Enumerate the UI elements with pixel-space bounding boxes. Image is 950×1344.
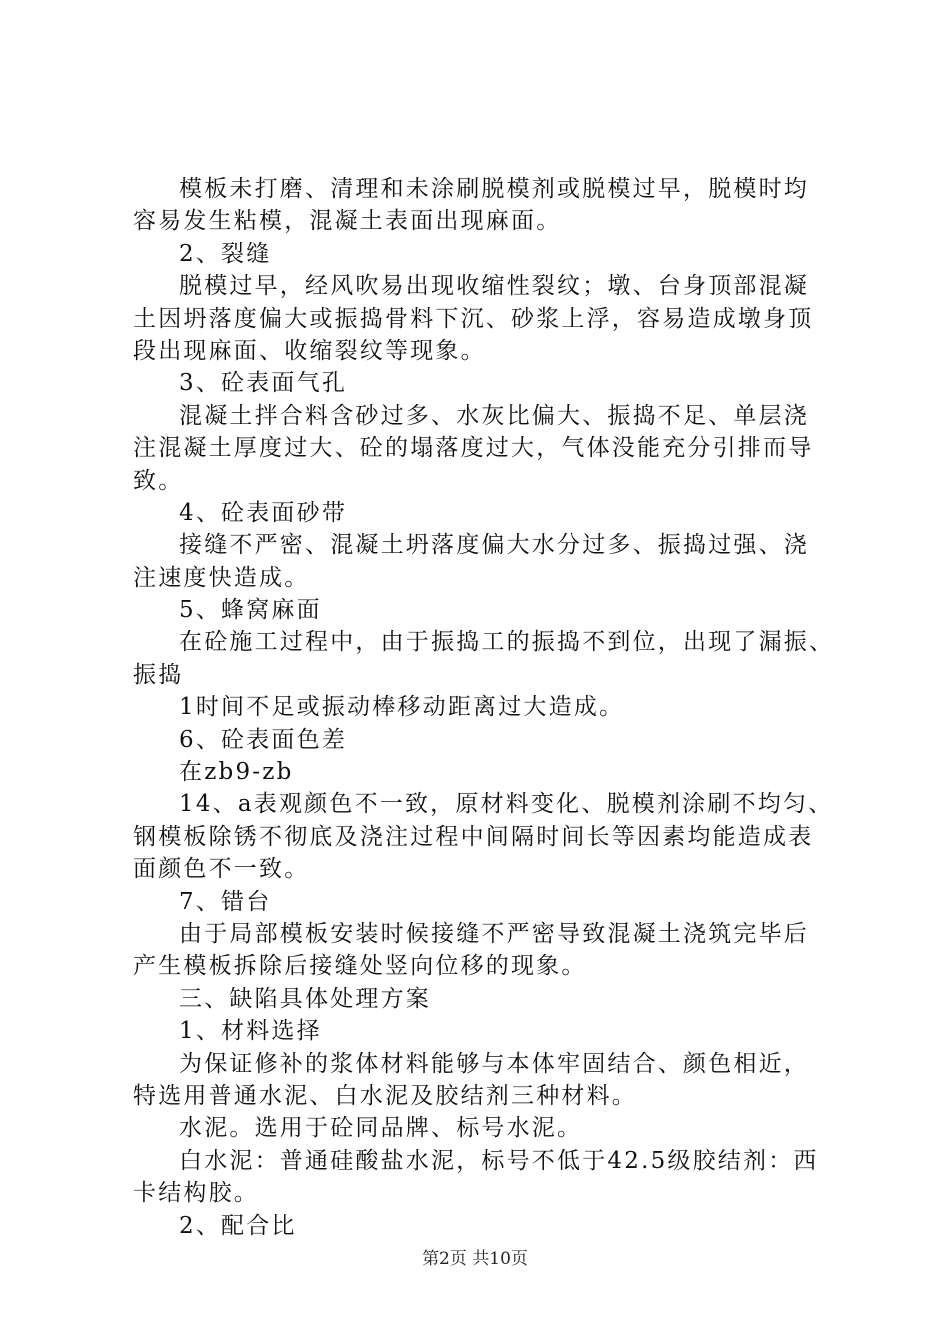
section-heading: 2、裂缝 bbox=[179, 240, 272, 267]
text-line: 混凝土拌合料含砂过多、水灰比偏大、振捣不足、单层浇 bbox=[179, 402, 809, 429]
text-line: 在zb9-zb bbox=[179, 759, 294, 786]
text-line: 接缝不严密、混凝土坍落度偏大水分过多、振捣过强、浇 bbox=[179, 532, 809, 559]
text-line: 1时间不足或振动棒移动距离过大造成。 bbox=[179, 694, 625, 721]
section-heading: 3、砼表面气孔 bbox=[179, 370, 348, 397]
text-line: 段出现麻面、收缩裂纹等现象。 bbox=[133, 337, 486, 364]
text-line: 产生模板拆除后接缝处竖向位移的现象。 bbox=[133, 953, 587, 980]
text-line: 土因坍落度偏大或振捣骨料下沉、砂浆上浮，容易造成墩身顶 bbox=[133, 305, 814, 332]
text-line: 14、a表观颜色不一致，原材料变化、脱模剂涂刷不均匀、 bbox=[179, 791, 834, 818]
text-line: 由于局部模板安装时候接缝不严密导致混凝土浇筑完毕后 bbox=[179, 920, 809, 947]
page-footer: 第2页 共10页 bbox=[422, 1249, 528, 1269]
text-line: 白水泥：普通硅酸盐水泥，标号不低于42.5级胶结剂：西 bbox=[179, 1147, 819, 1174]
section-heading: 5、蜂窝麻面 bbox=[179, 597, 322, 624]
text-line: 注混凝土厚度过大、砼的塌落度过大，气体没能充分引排而导 bbox=[133, 435, 814, 462]
section-heading: 7、错台 bbox=[179, 888, 272, 915]
section-heading: 2、配合比 bbox=[179, 1212, 297, 1239]
text-line: 面颜色不一致。 bbox=[133, 856, 310, 883]
text-line: 脱模过早，经风吹易出现收缩性裂纹；墩、台身顶部混凝 bbox=[179, 273, 809, 300]
text-line: 为保证修补的浆体材料能够与本体牢固结合、颜色相近， bbox=[179, 1050, 809, 1077]
text-line: 水泥。选用于砼同品牌、标号水泥。 bbox=[179, 1115, 583, 1142]
text-line: 卡结构胶。 bbox=[133, 1180, 259, 1207]
text-line: 振捣 bbox=[133, 661, 184, 688]
section-heading: 4、砼表面砂带 bbox=[179, 499, 348, 526]
text-line: 致。 bbox=[133, 467, 184, 494]
text-line: 特选用普通水泥、白水泥及胶结剂三种材料。 bbox=[133, 1082, 637, 1109]
text-line: 钢模板除锈不彻底及浇注过程中间隔时间长等因素均能造成表 bbox=[133, 823, 814, 850]
text-line: 模板未打磨、清理和未涂刷脱模剂或脱模过早，脱模时均 bbox=[179, 176, 809, 202]
section-heading: 三、缺陷具体处理方案 bbox=[179, 985, 431, 1012]
section-heading: 1、材料选择 bbox=[179, 1018, 322, 1045]
document-body bbox=[133, 173, 838, 1242]
text-line: 在砼施工过程中，由于振捣工的振捣不到位，出现了漏振、 bbox=[179, 629, 835, 656]
text-line: 容易发生粘模，混凝土表面出现麻面。 bbox=[133, 208, 562, 235]
section-heading: 6、砼表面色差 bbox=[179, 726, 348, 753]
text-line: 注速度快造成。 bbox=[133, 564, 310, 591]
